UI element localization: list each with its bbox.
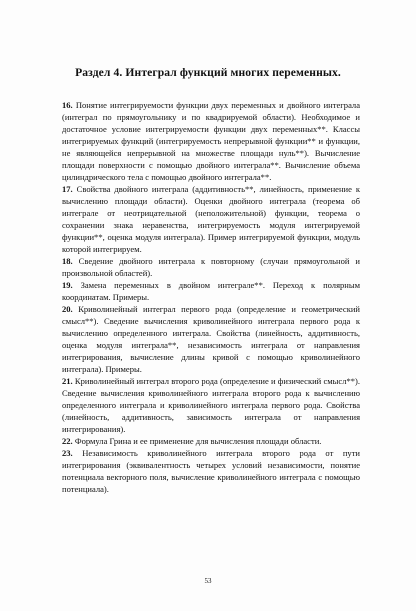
question-text: Замена переменных в двойном интеграле**. Переход к полярным координатам. Примеры. (62, 280, 360, 302)
question-item (62, 375, 360, 435)
question-text: Понятие интегрируемости функции двух переменных и двойного интеграла (интеграл по прямоугольнику и по квадрируемой области). Необходимое и достаточное условие интегрируемости функции двух переменных**. Классы интегрируемых функций (интегрируемость непрерывной функции** и функции, не являющейся непрерывной на множестве площади нуль**). Вычисление площади поверхности с помощью двойного интеграла**. Вычисление объема цилиндрического тела с помощью двойного интеграла**. (62, 100, 360, 182)
question-number: 22. (62, 436, 73, 446)
question-text: Формула Грина и ее применение для вычисления площади области. (74, 436, 322, 446)
question-item (62, 279, 360, 303)
exam-questions-list (62, 99, 360, 495)
question-text: Свойства двойного интеграла (аддитивность**, линейность, применение к вычислению площади области). Оценки двойного интеграла (теорема об интеграле от неотрицательной (неположительной) функции, теорема о сохранении знака неравенства, интегрируемость модуля интегрируемой функции**, оценка модуля интеграла). Пример интегрируемой функции, модуль которой интегрируем. (62, 184, 360, 254)
question-item (62, 303, 360, 375)
page-number: 53 (204, 577, 212, 585)
question-number: 17. (62, 184, 73, 194)
question-item (62, 447, 360, 495)
question-text: Независимость криволинейного интеграла второго рода от пути интегрирования (эквивалентность четырех условий независимости, понятие потенциала векторного поля, вычисление криволинейного интеграла с помощью потенциала). (62, 448, 361, 494)
section-heading: Раздел 4. Интеграл функций многих переменных. (75, 66, 341, 79)
question-text: Криволинейный интеграл первого рода (определение и геометрический смысл**). Сведение вычисления криволинейного интеграла первого рода к вычислению определенного интеграла. Свойства (линейность, аддитивность, оценка модуля интеграла**, независимость интеграла от направления интегрирования, вычисление длины кривой с помощью криволинейного интеграла). Примеры. (62, 304, 361, 374)
question-number: 23. (62, 448, 73, 458)
question-number: 20. (62, 304, 73, 314)
question-item (62, 99, 360, 183)
question-text: Криволинейный интеграл второго рода (определение и физический смысл**). Сведение вычисления криволинейного интеграла второго рода к вычислению определенного интеграла и криволинейного интеграла первого рода. Свойства (линейность, аддитивность, зависимость интеграла от направления интегрирования). (62, 376, 360, 434)
question-number: 16. (62, 100, 73, 110)
question-number: 18. (62, 256, 73, 266)
question-item (62, 435, 360, 447)
question-text: Сведение двойного интеграла к повторному (случаи прямоугольной и произвольной областей). (62, 256, 360, 278)
question-item (62, 183, 360, 255)
question-number: 21. (62, 376, 73, 386)
question-number: 19. (62, 280, 73, 290)
question-item (62, 255, 360, 279)
